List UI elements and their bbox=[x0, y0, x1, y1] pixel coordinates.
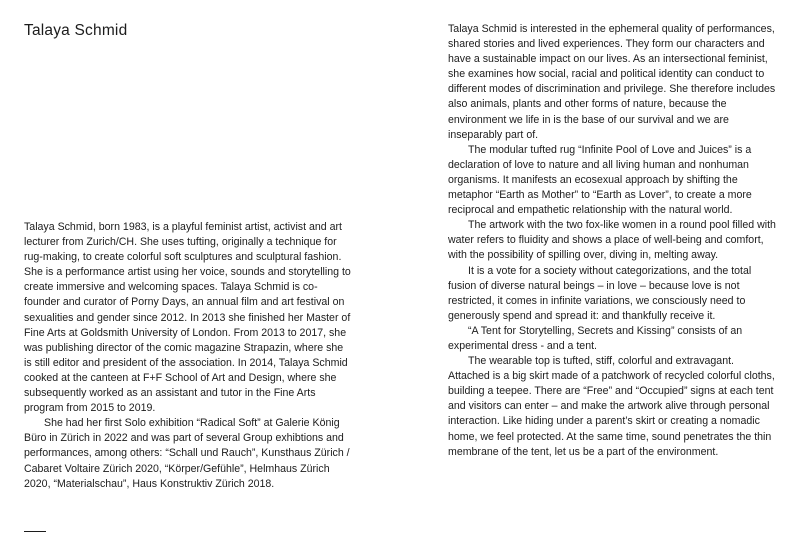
right-page bbox=[400, 0, 800, 560]
page-title: Talaya Schmid bbox=[24, 22, 128, 39]
exhibitions-paragraph: She had her first Solo exhibition “Radical Soft” at Galerie König Büro in Zürich in 2022 and was part of several Group exhibtions and performances, among others: “Schall und Rauch”, Kunsthaus Zürich / Cabaret Voltaire Zürich 2020, “Körper/Gefühle”, Helmhaus Zürich 2020, “Materialschau”, Haus Konstruktiv Zürich 2018. bbox=[24, 417, 350, 490]
biography-paragraph: Talaya Schmid, born 1983, is a playful feminist artist, activist and art lecturer from Zurich/CH. She uses tufting, originally a technique for rug-making, to create colorful soft sculptures and sculptural fashion. She is a performance artist using her voice, sounds and storytelling to create immersive and welcoming spaces. Talaya Schmid is co-founder and curator of Porny Days, an annual film and art festival on sexualities and gender since 2012. In 2013 she finished her Master of Fine Arts at Goldsmith University of London. From 2013 to 2017, she was publishing director of the comic magazine Strapazin, where she is still editor and president of the association. In 2014, Talaya Schmid cooked at the canteen at F+F School of Art and Design, where she subsequently worked as an assistant and tutor in the Fine Arts program from 2015 to 2019. bbox=[24, 221, 351, 415]
rug-paragraph: The modular tufted rug “Infinite Pool of Love and Juices” is a declaration of love to nature and all living human and nonhuman organisms. It manifests an ecosexual approach by shifting the metaphor “Earth as Mother” to “Earth as Lover”, to create a more reciprocal and empathetic relationship with the natural world. bbox=[448, 143, 752, 217]
footer-rule bbox=[24, 531, 46, 532]
intro-paragraph: Talaya Schmid is interested in the ephemeral quality of performances, shared stories and lived experiences. They form our characters and have a sustainable impact on our lives. As an intersectional feminist, she examines how social, racial and political identity can conduct to different modes of discrimination and privilege. She therefore includes also animals, plants and other forms of nature, because the environment we life in is the base of our survival and we are inseparably part of. bbox=[448, 23, 776, 141]
biography-column bbox=[24, 220, 352, 492]
vote-paragraph: It is a vote for a society without categorizations, and the total fusion of diverse natural beings – in love – because love is not restricted, it comes in infinite variations, we consciously need to generously spend and spread it: and thankfully receive it. bbox=[448, 264, 752, 322]
wearable-paragraph: The wearable top is tufted, stiff, colorful and extravagant. Attached is a big skirt made of a patchwork of recycled colorful cloths, building a teepee. There are “Free” and “Occupied” signs at each tent and visitors can enter – and make the artwork alive through personal interaction. Like hiding under a parent’s skirt or creating a nomadic home, we feel protected. At the same time, sound penetrates the thin membrane of the tent, let us be a part of the environment. bbox=[448, 355, 775, 458]
pool-paragraph: The artwork with the two fox-like women in a round pool filled with water refers to fluidity and shows a place of well-being and comfort, with the possibility of spilling over, diving in, melting away. bbox=[448, 219, 776, 262]
tent-paragraph: “A Tent for Storytelling, Secrets and Kissing” consists of an experimental dress - and a tent. bbox=[448, 324, 743, 352]
artwork-text-column bbox=[448, 22, 778, 460]
